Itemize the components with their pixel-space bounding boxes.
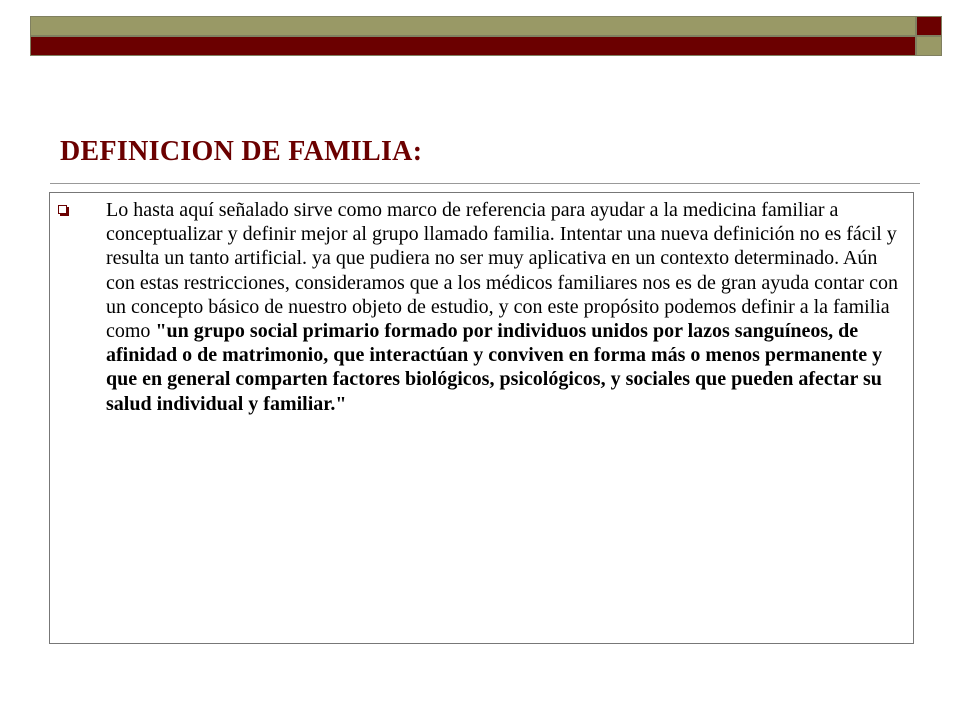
square-bullet-icon <box>58 205 67 214</box>
bullet-text <box>106 198 903 416</box>
bullet-item <box>58 198 903 416</box>
bullet-text-definition: "un grupo social primario formado por individuos unidos por lazos sanguíneos, de afinidad o de matrimonio, que interactúan y conviven en forma más o menos permanente y que en general comparten factores biológicos, psicológicos, y sociales que pueden afectar su salud individual y familiar." <box>106 320 883 415</box>
header-band-maroon <box>30 36 916 56</box>
title-divider <box>50 183 920 184</box>
bullet-text-intro: Lo hasta aquí señalado sirve como marco de referencia para ayudar a la medicina familiar a conceptualizar y definir mejor al grupo llamado familia. Intentar una nueva definición no es fácil y resulta un tanto artificial. ya que pudiera no ser muy aplicativa en un contexto determinado. Aún con estas restricciones, consideramos que a los médicos familiares nos es de gran ayuda contar con un concepto básico de nuestro objeto de estudio, y con este propósito podemos definir a la familia como <box>106 199 898 343</box>
header-band-olive <box>30 16 916 36</box>
slide-title: DEFINICION DE FAMILIA: <box>60 136 423 167</box>
header-corner-maroon <box>916 16 942 36</box>
header-corner-olive <box>916 36 942 56</box>
